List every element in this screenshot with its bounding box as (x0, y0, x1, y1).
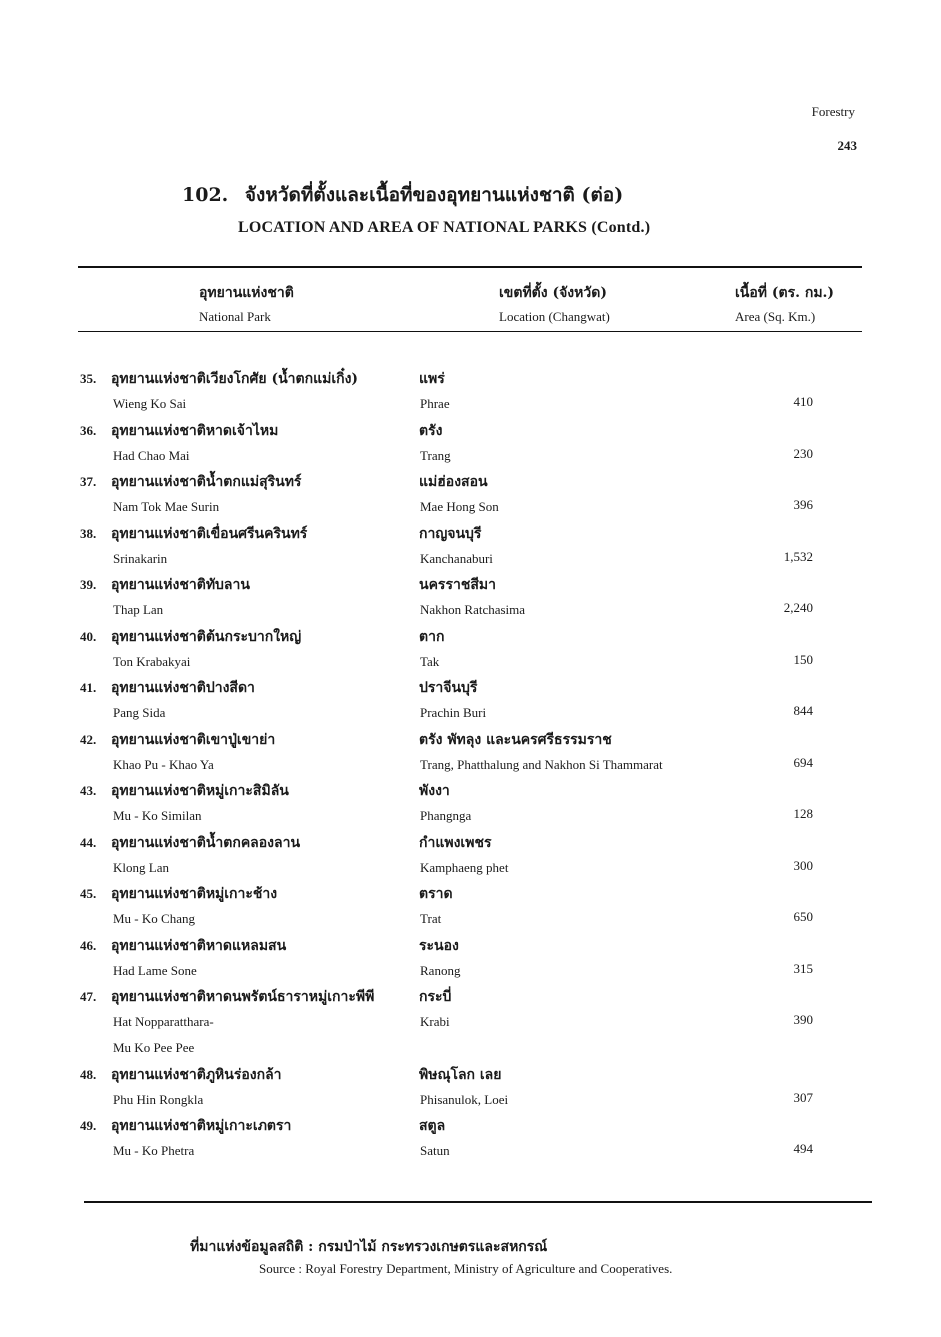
park-name-english: Srinakarin (113, 550, 168, 566)
park-name-thai: อุทยานแห่งชาติภูหินร่องกล้า (111, 1066, 282, 1083)
area-value: 2,240 (783, 600, 813, 615)
park-name-english: Klong Lan (113, 859, 169, 875)
park-name-thai: อุทยานแห่งชาติเวียงโกศัย (น้ำตกแม่เกิ๋ง) (111, 371, 359, 387)
location-english: Phrae (420, 396, 450, 411)
location-thai: แม่ฮ่องสอน (419, 474, 488, 490)
location-english: Tak (420, 653, 440, 669)
park-name-english: Nam Tok Mae Surin (113, 499, 220, 514)
row-number: 36. (80, 422, 97, 438)
location-english: Trang, Phatthalung and Nakhon Si Thammarat (420, 756, 663, 772)
location-thai: ตราด (419, 886, 453, 902)
location-english: Satun (420, 1143, 450, 1158)
area-value: 128 (793, 806, 813, 821)
column-header-park-thai: อุทยานแห่งชาติ (199, 285, 294, 301)
location-english: Mae Hong Son (420, 499, 499, 514)
park-name-thai: อุทยานแห่งชาติเขาปู่เขาย่า (111, 731, 276, 748)
column-header-location-english: Location (Changwat) (499, 309, 610, 324)
location-english: Phisanulok, Loei (420, 1091, 509, 1107)
park-name-thai: อุทยานแห่งชาติหาดแหลมสน (111, 937, 287, 954)
location-thai: พังงา (419, 783, 450, 799)
area-value: 307 (793, 1089, 813, 1105)
source-thai: ที่มาแห่งข้อมูลสถิติ : กรมป่าไม้ กระทรวงเกษตรและสหกรณ์ (190, 1239, 548, 1255)
park-name-english: Ton Krabakyai (113, 653, 191, 669)
park-name-thai: อุทยานแห่งชาติน้ำตกแม่สุรินทร์ (111, 474, 302, 490)
row-number: 35. (80, 371, 97, 386)
park-name-english: Mu - Ko Similan (113, 808, 202, 823)
area-value: 844 (793, 703, 813, 718)
location-english: Prachin Buri (420, 705, 487, 720)
park-name-english: Mu - Ko Chang (113, 911, 195, 926)
row-number: 43. (80, 783, 97, 798)
column-header-area-thai: เนื้อที่ (ตร. กม.) (735, 285, 835, 301)
park-name-thai: อุทยานแห่งชาติน้ำตกคลองลาน (111, 834, 301, 851)
row-number: 47. (80, 989, 97, 1004)
area-value: 150 (793, 651, 813, 667)
location-thai: กำแพงเพชร (419, 834, 492, 851)
park-name-thai: อุทยานแห่งชาติหมู่เกาะสิมิลัน (111, 783, 289, 799)
area-value: 396 (793, 497, 813, 512)
row-number: 49. (80, 1118, 97, 1133)
park-name-thai: อุทยานแห่งชาติหาดนพรัตน์ธาราหมู่เกาะพีพี (111, 989, 375, 1005)
park-name-english: Khao Pu - Khao Ya (113, 756, 214, 772)
area-value: 650 (793, 909, 813, 924)
bottom-rule (84, 1201, 872, 1203)
park-name-thai: อุทยานแห่งชาติหมู่เกาะช้าง (111, 886, 278, 902)
location-thai: นครราชสีมา (419, 577, 496, 593)
area-value: 315 (793, 960, 813, 976)
park-name-english: Mu - Ko Phetra (113, 1143, 195, 1158)
location-thai: แพร่ (419, 371, 445, 387)
park-name-thai: อุทยานแห่งชาติทับลาน (111, 577, 250, 593)
source-english: Source : Royal Forestry Department, Ministry of Agriculture and Cooperatives. (259, 1261, 673, 1276)
park-name-thai: อุทยานแห่งชาติต้นกระบากใหญ่ (111, 628, 302, 645)
location-english: Krabi (420, 1014, 450, 1029)
page-number: 243 (837, 138, 857, 153)
top-rule (78, 266, 862, 268)
row-number: 40. (80, 628, 97, 644)
section-label: Forestry (811, 104, 855, 119)
column-header-location-thai: เขตที่ตั้ง (จังหวัด) (499, 285, 607, 301)
row-number: 37. (80, 474, 97, 489)
location-thai: ปราจีนบุรี (419, 680, 478, 696)
location-english: Phangnga (420, 808, 472, 823)
row-number: 45. (80, 886, 97, 901)
area-value: 494 (793, 1141, 813, 1156)
area-value: 300 (793, 857, 813, 873)
location-thai: ตรัง พัทลุง และนครศรีธรรมราช (419, 731, 612, 748)
column-header-area-english: Area (Sq. Km.) (735, 309, 816, 324)
row-number: 48. (80, 1066, 97, 1082)
park-name-english: Thap Lan (113, 602, 164, 617)
location-thai: กาญจนบุรี (419, 525, 482, 542)
row-number: 38. (80, 525, 97, 541)
table-number: 102. (182, 184, 229, 206)
header-rule (78, 331, 862, 332)
location-thai: กระบี่ (419, 989, 452, 1005)
table-title-thai (182, 180, 623, 210)
park-name-thai: อุทยานแห่งชาติหมู่เกาะเภตรา (111, 1118, 292, 1134)
area-value: 410 (793, 394, 813, 409)
area-value: 230 (793, 445, 813, 461)
park-name-thai: อุทยานแห่งชาติเขื่อนศรีนครินทร์ (111, 525, 308, 542)
area-value: 694 (793, 754, 813, 770)
location-thai: ระนอง (419, 937, 459, 954)
park-name-thai: อุทยานแห่งชาติปางสีดา (111, 680, 255, 696)
location-thai: สตูล (419, 1118, 446, 1134)
park-name-english: Had Chao Mai (113, 447, 190, 463)
location-english: Ranong (420, 962, 461, 978)
area-value: 390 (793, 1012, 813, 1027)
location-english: Trat (420, 911, 442, 926)
location-english: Kanchanaburi (420, 550, 493, 566)
table-title-thai-text: จังหวัดที่ตั้งและเนื้อที่ของอุทยานแห่งชาติ (ต่อ) (244, 184, 624, 206)
location-thai: ตาก (419, 628, 445, 645)
park-name-english: Hat Nopparatthara- (113, 1014, 214, 1029)
park-name-english-line2: Mu Ko Pee Pee (113, 1040, 195, 1055)
park-name-thai: อุทยานแห่งชาติหาดเจ้าไหม (111, 422, 279, 439)
area-value: 1,532 (783, 548, 813, 564)
table-title-english: LOCATION AND AREA OF NATIONAL PARKS (Contd.) (238, 219, 651, 236)
park-name-english: Wieng Ko Sai (113, 396, 187, 411)
location-thai: ตรัง (419, 422, 443, 439)
row-number: 44. (80, 834, 97, 850)
location-english: Kamphaeng phet (420, 859, 509, 875)
park-name-english: Had Lame Sone (113, 962, 197, 978)
park-name-english: Phu Hin Rongkla (113, 1091, 204, 1107)
location-english: Trang (420, 447, 451, 463)
row-number: 46. (80, 937, 97, 953)
row-number: 42. (80, 731, 97, 747)
location-english: Nakhon Ratchasima (420, 602, 526, 617)
park-name-english: Pang Sida (113, 705, 166, 720)
location-thai: พิษณุโลก เลย (419, 1066, 502, 1083)
row-number: 39. (80, 577, 97, 592)
column-header-park-english: National Park (199, 309, 271, 324)
row-number: 41. (80, 680, 97, 695)
